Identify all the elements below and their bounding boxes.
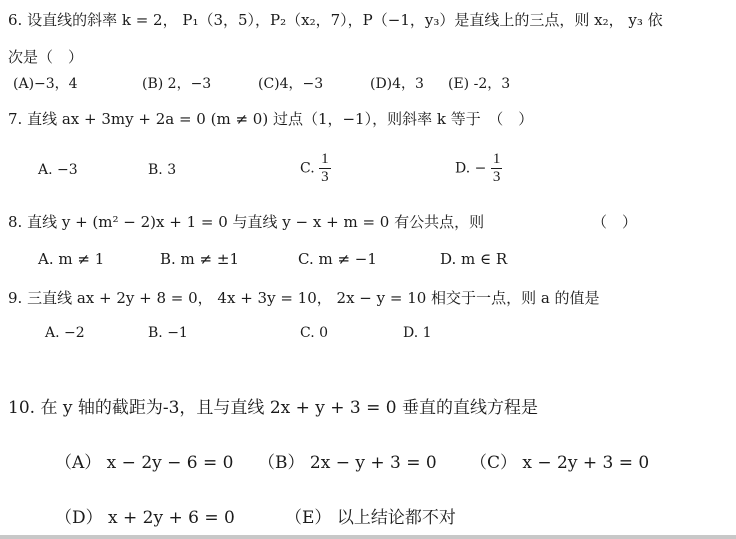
q7-option-a: A. −3	[38, 162, 78, 178]
q8-options	[0, 250, 736, 270]
q9-option-d: D. 1	[403, 325, 432, 341]
q7-stem: 7. 直线 ax + 3my + 2a = 0 (m ≠ 0) 过点（1，−1），则斜率 k 等于 （ ）	[8, 110, 534, 128]
q6-option-e: (E) -2，3	[448, 76, 511, 92]
q7-option-d-numerator: 1	[492, 151, 501, 167]
q10-option-b: （B） 2x − y + 3 = 0	[258, 453, 437, 473]
q8-option-c: C. m ≠ −1	[298, 250, 377, 268]
q7-option-c-fraction	[319, 152, 331, 185]
q6-option-b: (B) 2，−3	[142, 76, 212, 92]
q7-option-c	[300, 152, 331, 185]
q10-option-c: （C） x − 2y + 3 = 0	[470, 453, 650, 473]
q6-options	[0, 73, 736, 93]
q7-option-c-denominator: 3	[321, 169, 329, 185]
q8-answer-paren: （ ）	[592, 213, 638, 231]
q9-stem: 9. 三直线 ax + 2y + 8 = 0， 4x + 3y = 10， 2x − y = 10 相交于一点，则 a 的值是	[8, 289, 600, 307]
q7-option-d	[455, 152, 502, 185]
q9-option-c: C. 0	[300, 325, 329, 341]
q6-option-c: (C)4，−3	[258, 76, 324, 92]
q8-stem: 8. 直线 y + (m² − 2)x + 1 = 0 与直线 y − x + m = 0 有公共点，则	[8, 213, 485, 231]
q9-option-a: A. −2	[45, 325, 85, 341]
q9-options	[0, 325, 736, 345]
page-bottom-border	[0, 535, 736, 539]
q7-option-d-denominator: 3	[492, 169, 501, 185]
q8-option-a: A. m ≠ 1	[38, 250, 105, 268]
q10-option-a: （A） x − 2y − 6 = 0	[55, 453, 234, 473]
q6-option-d: (D)4，3	[370, 76, 424, 92]
q8-option-b: B. m ≠ ±1	[160, 250, 239, 268]
q10-stem: 10. 在 y 轴的截距为-3，且与直线 2x + y + 3 = 0 垂直的直线方程是	[8, 398, 539, 418]
q9-option-b: B. −1	[148, 325, 188, 341]
q7-option-b: B. 3	[148, 162, 177, 178]
q6-stem-line1: 6. 设直线的斜率 k = 2， P₁（3，5），P₂（x₂，7），P（−1，y₃）是直线上的三点，则 x₂， y₃ 依	[8, 11, 663, 29]
q10-option-d: （D） x + 2y + 6 = 0	[55, 508, 235, 528]
q7-option-c-label: C.	[300, 160, 315, 177]
q7-options	[0, 150, 736, 190]
q10-options-row1	[0, 448, 736, 473]
q10-option-e: （E） 以上结论都不对	[285, 508, 456, 528]
q7-option-d-fraction	[491, 152, 503, 185]
q7-option-c-numerator: 1	[321, 151, 329, 167]
q6-stem-line2: 次是（ ）	[8, 48, 84, 66]
q10-options-row2	[0, 503, 736, 528]
q6-option-a: (A)−3，4	[13, 76, 78, 92]
q8-option-d: D. m ∈ R	[440, 250, 508, 268]
q7-option-d-label: D. −	[455, 160, 487, 177]
